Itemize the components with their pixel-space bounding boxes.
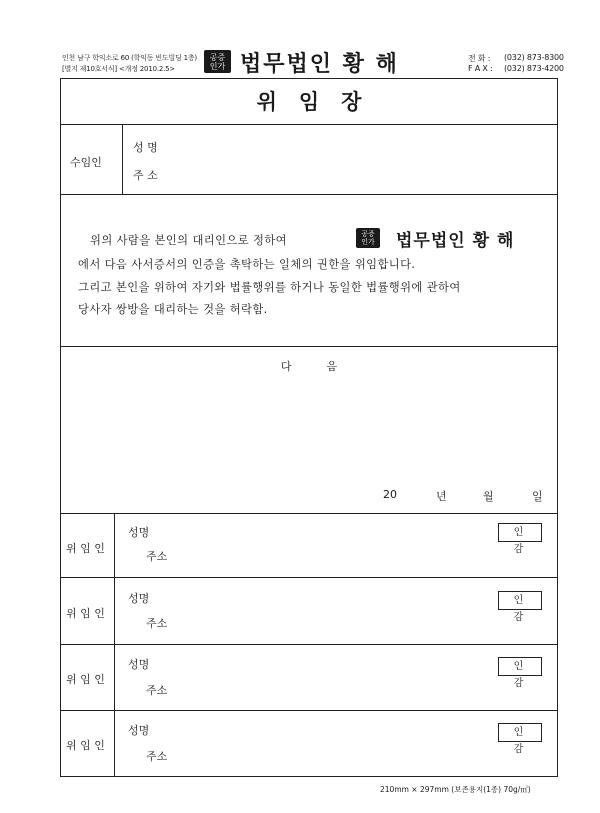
fax-label: F A X :: [468, 64, 493, 73]
statement-line1: 위의 사람을 본인의 대리인으로 정하여: [90, 234, 287, 247]
divider: [114, 644, 115, 711]
divider: [122, 124, 123, 194]
divider: [114, 513, 115, 578]
grantor-address-label: 주소: [146, 550, 168, 563]
date-month-unit: 월: [483, 490, 494, 503]
grantor-label: 위 임 인: [66, 607, 105, 620]
paper-spec: 210mm × 297mm (보존용지(1종) 70g/㎡): [380, 785, 531, 794]
seal-box: 인감: [498, 723, 542, 742]
notary-badge-line2: 인가: [209, 61, 226, 71]
seal-box: 인감: [498, 591, 542, 610]
statement-line3: 그리고 본인을 위하여 자기와 법률행위를 하거나 동일한 법률행위에 관하여: [78, 281, 461, 294]
notary-badge: [204, 50, 231, 73]
details-heading: 다 음: [280, 360, 338, 373]
seal-box: 인감: [498, 523, 542, 542]
grantor-address-label: 주소: [146, 617, 168, 630]
recipient-name-label: 성 명: [133, 141, 158, 154]
statement-firm-name: 법무법인 황 해: [396, 231, 515, 251]
grantor-address-label: 주소: [146, 750, 168, 763]
date-year-unit: 년: [436, 490, 447, 503]
recipient-address-label: 주 소: [133, 169, 158, 182]
document-title: 위 임 장: [256, 90, 362, 114]
notary-badge-line1: 공증: [209, 52, 226, 62]
phone-value: (032) 873-8300: [504, 53, 564, 62]
grantor-label: 위 임 인: [66, 739, 105, 752]
seal-box: 인감: [498, 657, 542, 676]
firm-address: 인천 남구 학익소로 60 (학익동 빈도빌딩 1층): [62, 54, 197, 62]
grantor-box: [60, 710, 558, 777]
notary-badge-inline-line1: 공증: [361, 230, 375, 238]
date-day-unit: 일: [532, 490, 543, 503]
date-year: 20: [383, 488, 397, 501]
firm-name: 법무법인 황 해: [240, 52, 399, 77]
divider: [60, 124, 558, 125]
grantor-address-label: 주소: [146, 684, 168, 697]
divider: [114, 577, 115, 645]
divider: [60, 346, 558, 347]
grantor-box: [60, 577, 558, 645]
recipient-label: 수임인: [70, 156, 102, 169]
divider: [114, 710, 115, 777]
grantor-label: 위 임 인: [66, 673, 105, 686]
notary-badge-inline: [356, 228, 380, 248]
grantor-name-label: 성명: [128, 592, 150, 605]
statement-line4: 당사자 쌍방을 대리하는 것을 허락함.: [78, 303, 268, 316]
statement-line2: 에서 다음 사서증서의 인증을 촉탁하는 일체의 권한을 위임합니다.: [78, 258, 416, 271]
divider: [60, 194, 558, 195]
fax-value: (032) 873-4200: [504, 64, 564, 73]
notary-badge-inline-line2: 인가: [361, 238, 375, 246]
grantor-name-label: 성명: [128, 724, 150, 737]
phone-label: 전 화 :: [468, 54, 491, 63]
grantor-label: 위 임 인: [66, 542, 105, 555]
form-registration: [별지 제10호서식] <개정 2010.2.5>: [62, 65, 176, 73]
grantor-box: [60, 644, 558, 711]
grantor-name-label: 성명: [128, 658, 150, 671]
grantor-box: [60, 513, 558, 578]
grantor-name-label: 성명: [128, 526, 150, 539]
